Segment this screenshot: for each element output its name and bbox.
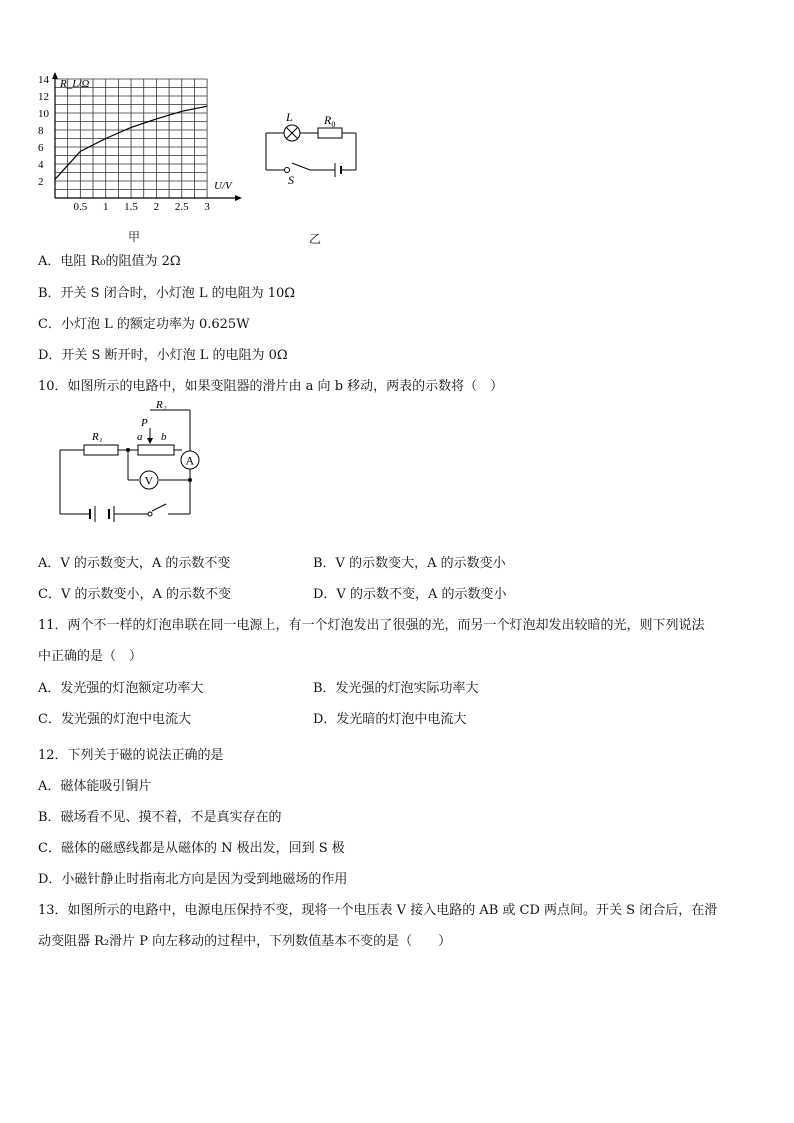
r1-label: R₁: [92, 431, 103, 443]
resistance-voltage-graph: [30, 72, 245, 217]
q9-option-b: B．开关 S 闭合时，小灯泡 L 的电阻为 10Ω: [38, 286, 296, 301]
y-tick-label: 10: [38, 108, 49, 120]
q13-stem-line2: 动变阻器 R₂滑片 P 向左移动的过程中，下列数值基本不变的是（ ）: [38, 934, 452, 949]
q10-stem: 10．如图所示的电路中，如果变阻器的滑片由 a 向 b 移动，两表的示数将（ ）: [38, 379, 504, 394]
x-tick-labels: [73, 201, 210, 213]
switch-contact: [148, 512, 152, 516]
q11-stem-line1: 11．两个不一样的灯泡串联在同一电源上，有一个灯泡发出了很强的光，而另一个灯泡却发出较暗的光，则下列说法: [38, 618, 705, 633]
q12-option-a: A．磁体能吸引铜片: [38, 779, 152, 794]
q12-option-d: D．小磁针静止时指南北方向是因为受到地磁场的作用: [38, 872, 348, 887]
y-axis-label: R_L/Ω: [60, 78, 90, 90]
figure-jia-caption: 甲: [128, 230, 141, 244]
figure-yi-caption: 乙: [309, 232, 322, 246]
switch-contact: [285, 168, 290, 173]
x-tick-label: 0.5: [73, 201, 88, 213]
y-tick-label: 4: [38, 159, 44, 171]
x-tick-label: 2.5: [174, 201, 189, 213]
svg-text:V: V: [144, 473, 154, 488]
junction-dot: [188, 478, 192, 482]
q13-stem-line1: 13．如图所示的电路中，电源电压保持不变，现将一个电压表 V 接入电路的 AB 或 CD 两点间。开关 S 闭合后，在滑: [38, 903, 718, 918]
r2-label: R₂: [156, 399, 167, 411]
x-tick-label: 1.5: [124, 201, 138, 213]
svg-text:A: A: [185, 453, 195, 468]
y-tick-label: 14: [38, 74, 49, 86]
battery-symbol: [335, 163, 341, 177]
q11-option-d: D．发光暗的灯泡中电流大: [313, 712, 467, 727]
q9-option-d: D．开关 S 断开时，小灯泡 L 的电阻为 0Ω: [38, 348, 288, 363]
y-tick-label: 6: [38, 142, 44, 154]
battery-symbol: [90, 506, 114, 522]
x-axis-arrow: [235, 195, 242, 201]
voltmeter-symbol: [140, 471, 158, 489]
junction-dot: [126, 448, 130, 452]
y-tick-label: 8: [38, 125, 44, 137]
lamp-label: L: [286, 110, 293, 124]
p-label: P: [141, 417, 148, 429]
y-axis-arrow: [52, 72, 58, 79]
x-axis-label: U/V: [214, 180, 232, 192]
circuit-yi: [258, 108, 368, 188]
q11-option-b: B．发光强的灯泡实际功率大: [313, 681, 479, 696]
q12-option-b: B．磁场看不见、摸不着，不是真实存在的: [38, 810, 282, 825]
x-tick-label: 3: [204, 201, 210, 213]
q11-stem-line2: 中正确的是（ ）: [38, 649, 143, 664]
q12-stem: 12．下列关于磁的说法正确的是: [38, 748, 224, 763]
q11-option-a: A．发光强的灯泡额定功率大: [38, 681, 204, 696]
rheostat-r2: [138, 445, 174, 455]
q10-option-a: A．V 的示数变大，A 的示数不变: [38, 556, 231, 571]
x-tick-label: 1: [102, 201, 109, 213]
x-tick-label: 2: [153, 201, 160, 213]
ammeter-symbol: [181, 451, 199, 469]
b-label: b: [161, 431, 167, 443]
q9-option-c: C．小灯泡 L 的额定功率为 0.625W: [38, 317, 250, 332]
slider-arrowhead: [147, 438, 153, 444]
q10-option-b: B．V 的示数变大，A 的示数变小: [313, 556, 506, 571]
switch-label: S: [288, 173, 294, 187]
y-tick-label: 2: [38, 176, 44, 188]
resistor-r1: [84, 445, 118, 455]
resistor-label: $R_0$: [324, 113, 336, 129]
q12-option-c: C．磁体的磁感线都是从磁体的 N 极出发，回到 S 极: [38, 841, 345, 856]
resistor-r0: [318, 128, 342, 138]
q11-option-c: C．发光强的灯泡中电流大: [38, 712, 191, 727]
y-tick-labels: [38, 74, 50, 188]
graph-grid: [55, 79, 207, 198]
q9-option-a: A．电阻 R₀的阻值为 2Ω: [38, 254, 181, 269]
y-tick-label: 12: [38, 91, 49, 103]
circuit-q10: [52, 398, 212, 524]
a-label: a: [137, 431, 143, 443]
lamp-symbol: [284, 125, 300, 141]
q10-option-c: C．V 的示数变小，A 的示数不变: [38, 587, 231, 602]
q10-option-d: D．V 的示数不变，A 的示数变小: [313, 587, 507, 602]
